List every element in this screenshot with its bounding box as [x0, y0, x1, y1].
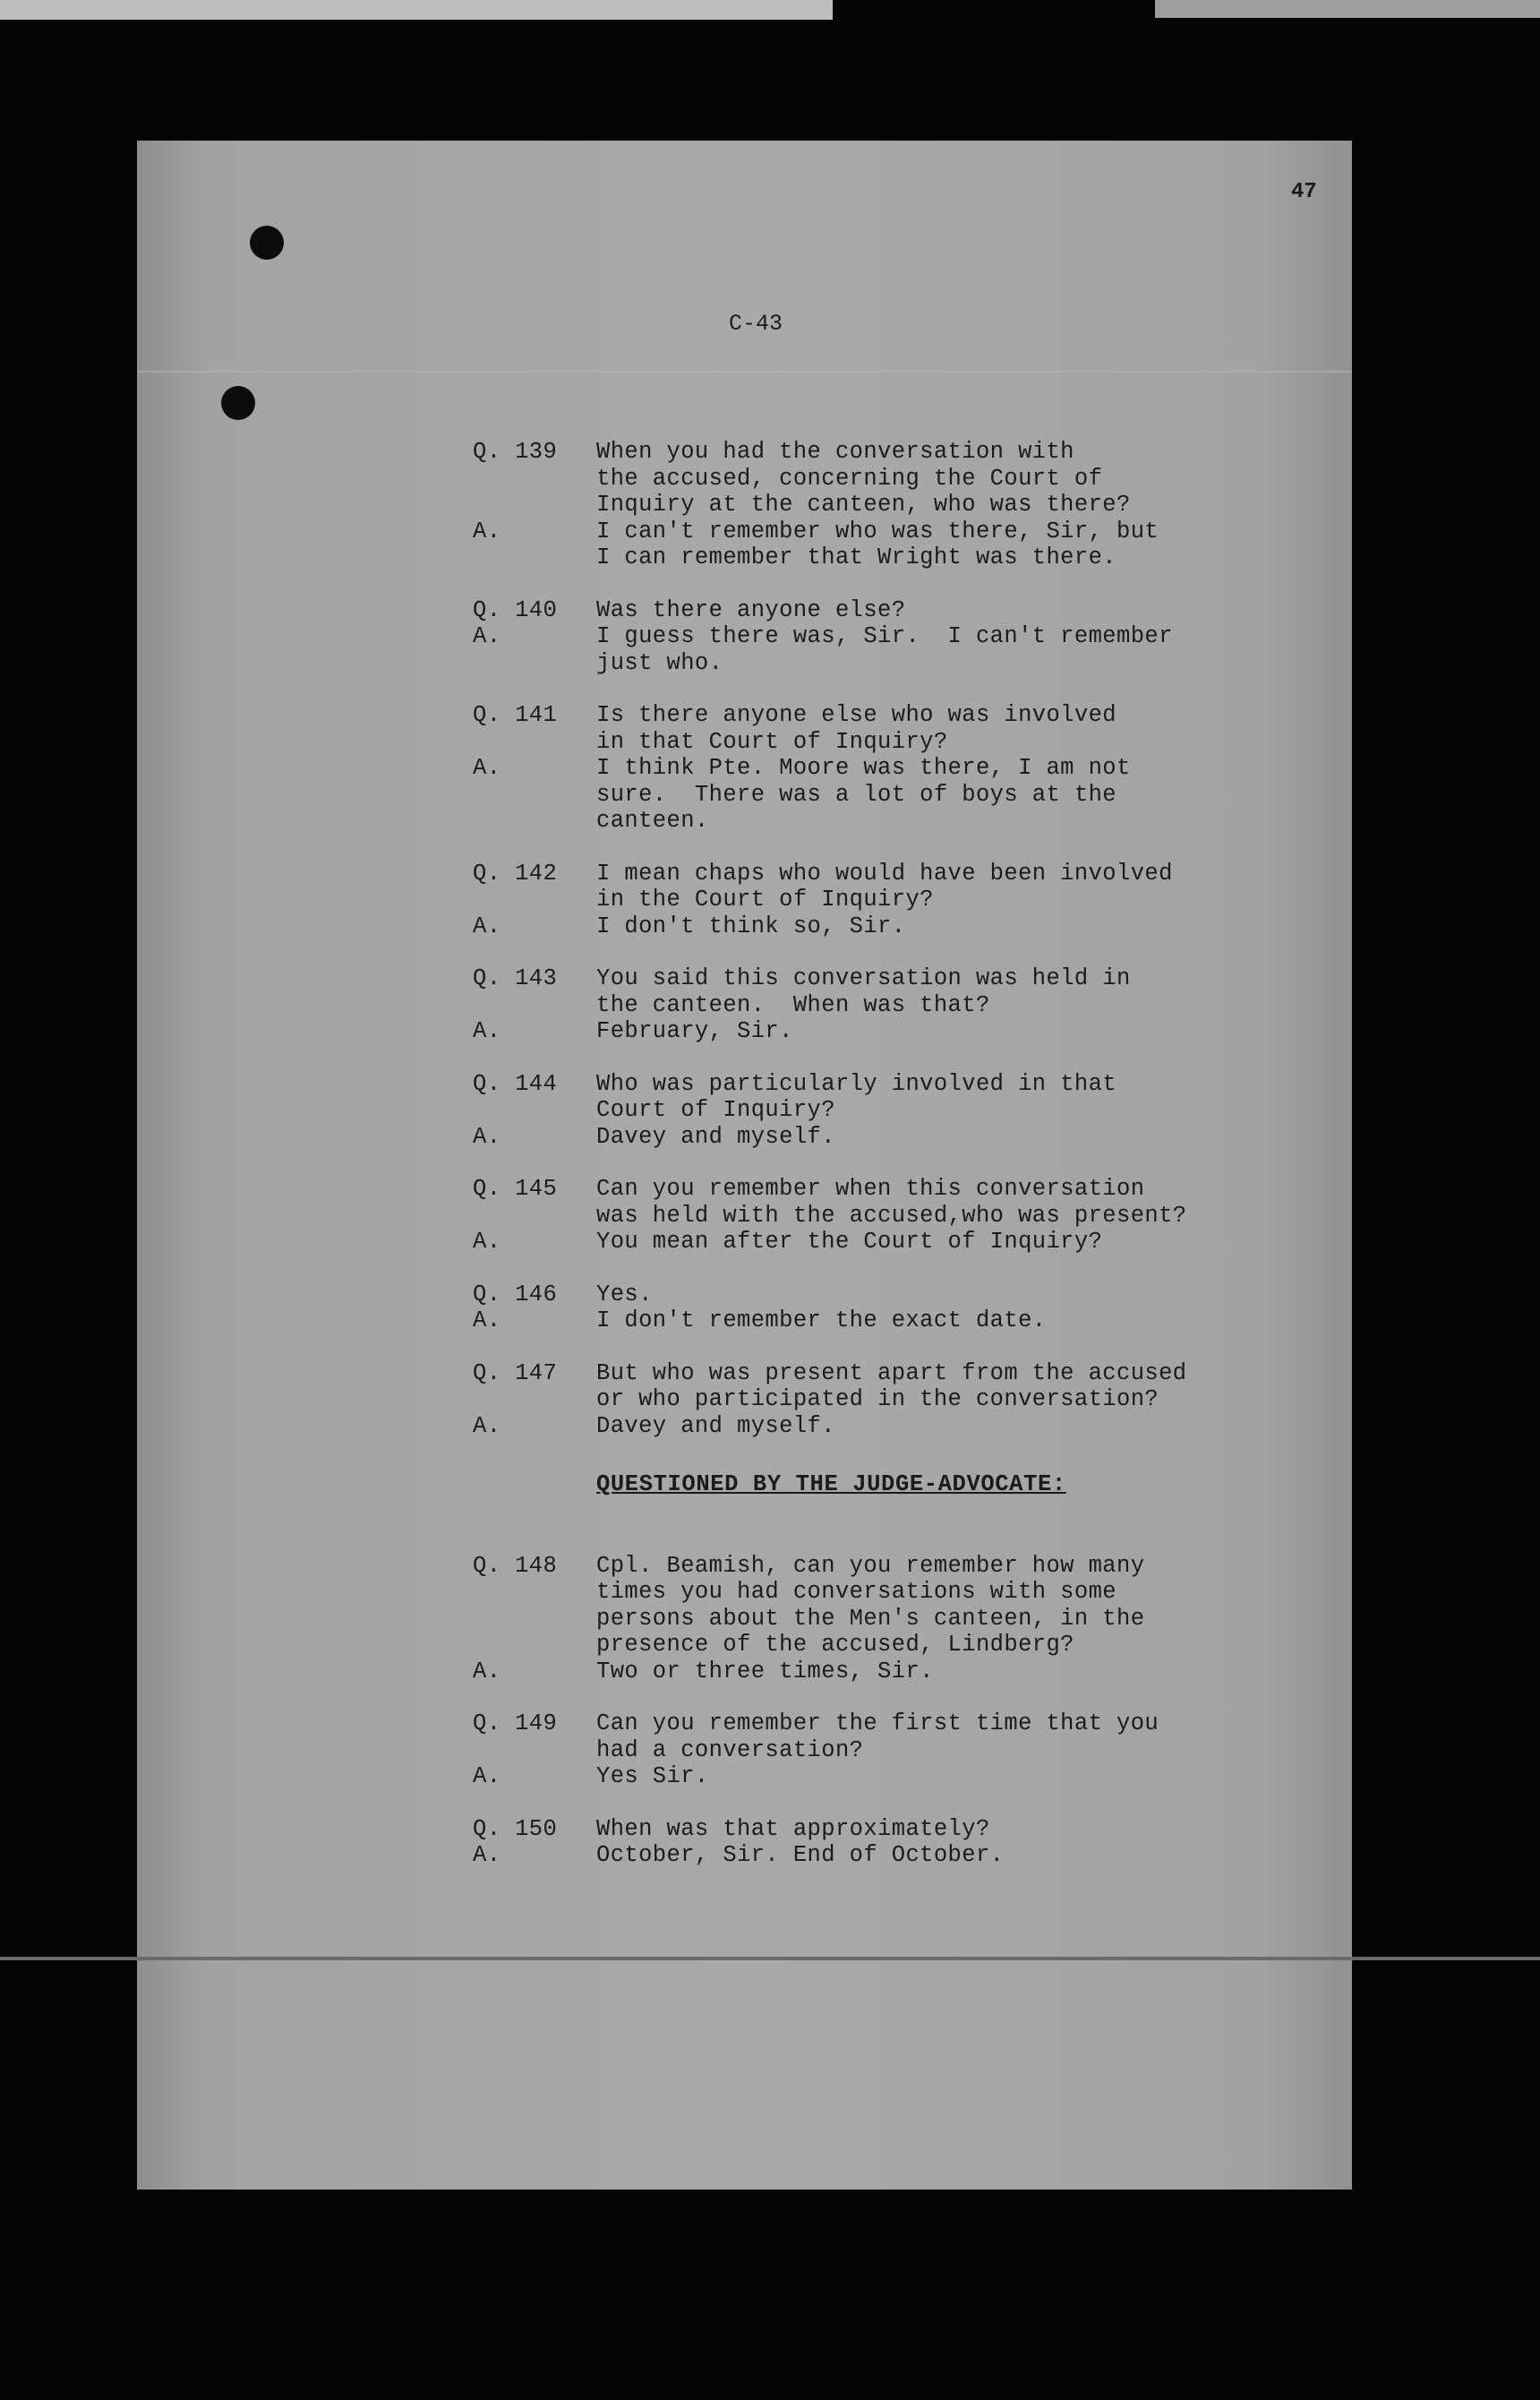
answer-label: A.: [473, 1229, 501, 1255]
answer-label: A.: [473, 1123, 501, 1150]
question-text: You said this conversation was held in the canteen. When was that?: [596, 965, 1131, 1018]
question-label: Q. 143: [473, 965, 558, 991]
question-label: Q. 144: [473, 1070, 558, 1097]
question-label: Q. 140: [473, 596, 558, 623]
question-label: Q. 141: [473, 702, 558, 728]
transcript-entries: [473, 439, 1243, 1439]
adjacent-page-edge-left: [0, 0, 833, 20]
transcript-entries-judge-advocate: [473, 1553, 1243, 1869]
section-heading: QUESTIONED BY THE JUDGE-ADVOCATE:: [596, 1471, 1066, 1497]
question-label: Q. 142: [473, 860, 558, 887]
answer-text: I think Pte. Moore was there, I am not sure. There was a lot of boys at the canteen.: [596, 755, 1131, 834]
qa-entry: [473, 1553, 1243, 1685]
answer-text: October, Sir. End of October.: [596, 1842, 1005, 1868]
document-reference: C-43: [729, 311, 783, 337]
answer-text: Two or three times, Sir.: [596, 1658, 934, 1684]
answer-text: You mean after the Court of Inquiry?: [596, 1229, 1103, 1255]
transcript-body: [473, 439, 1243, 1895]
page-number: 47: [1291, 180, 1317, 204]
answer-text: I don't remember the exact date.: [596, 1307, 1047, 1333]
answer-label: A.: [473, 1018, 501, 1044]
qa-entry: [473, 1281, 1243, 1334]
qa-entry: [473, 439, 1243, 571]
answer-label: A.: [473, 623, 501, 649]
qa-entry: [473, 1071, 1243, 1151]
question-label: Q. 139: [473, 439, 558, 465]
question-label: Q. 145: [473, 1176, 558, 1202]
question-text: Is there anyone else who was involved in that Court of Inquiry?: [596, 702, 1116, 755]
answer-text: Davey and myself.: [596, 1123, 835, 1150]
question-text: When was that approximately?: [596, 1815, 990, 1842]
question-text: When you had the conversation with the accused, concerning the Court of Inquiry at the canteen, who was there?: [596, 439, 1131, 518]
scan-fold-line: [137, 371, 1352, 373]
question-label: Q. 147: [473, 1359, 558, 1386]
qa-entry: [473, 861, 1243, 940]
qa-entry: [473, 1710, 1243, 1790]
answer-text: Yes Sir.: [596, 1763, 709, 1789]
question-text: Can you remember the first time that you had a conversation?: [596, 1710, 1159, 1763]
answer-label: A.: [473, 1307, 501, 1333]
answer-label: A.: [473, 518, 501, 544]
answer-label: A.: [473, 755, 501, 781]
question-label: Q. 150: [473, 1815, 558, 1842]
answer-text: I don't think so, Sir.: [596, 913, 906, 939]
question-text: But who was present apart from the accused or who participated in the conversation?: [596, 1359, 1187, 1412]
punch-hole-top: [250, 226, 284, 260]
answer-text: I guess there was, Sir. I can't remember just who.: [596, 623, 1173, 676]
answer-text: I can't remember who was there, Sir, but I can remember that Wright was there.: [596, 518, 1159, 570]
qa-entry: [473, 1360, 1243, 1440]
qa-entry: [473, 702, 1243, 835]
qa-entry: [473, 1816, 1243, 1869]
question-text: Cpl. Beamish, can you remember how many times you had conversations with some persons about the Men's canteen, in the presence of the accused, Lindberg?: [596, 1552, 1145, 1658]
question-label: Q. 146: [473, 1281, 558, 1307]
question-label: Q. 149: [473, 1710, 558, 1736]
answer-label: A.: [473, 1842, 501, 1868]
qa-entry: [473, 965, 1243, 1045]
question-text: I mean chaps who would have been involved in the Court of Inquiry?: [596, 860, 1173, 913]
answer-label: A.: [473, 913, 501, 939]
answer-label: A.: [473, 1763, 501, 1789]
question-text: Yes.: [596, 1281, 653, 1307]
scan-band-line: [0, 1957, 1540, 1960]
answer-text: February, Sir.: [596, 1018, 793, 1044]
question-text: Can you remember when this conversation was held with the accused,who was present?: [596, 1176, 1187, 1229]
question-text: Who was particularly involved in that Court of Inquiry?: [596, 1070, 1116, 1123]
qa-entry: [473, 597, 1243, 677]
question-label: Q. 148: [473, 1552, 558, 1579]
answer-label: A.: [473, 1412, 501, 1439]
question-text: Was there anyone else?: [596, 596, 906, 623]
answer-text: Davey and myself.: [596, 1412, 835, 1439]
adjacent-page-edge-right: [1155, 0, 1540, 18]
answer-label: A.: [473, 1658, 501, 1684]
qa-entry: [473, 1176, 1243, 1256]
punch-hole-lower: [221, 386, 255, 420]
